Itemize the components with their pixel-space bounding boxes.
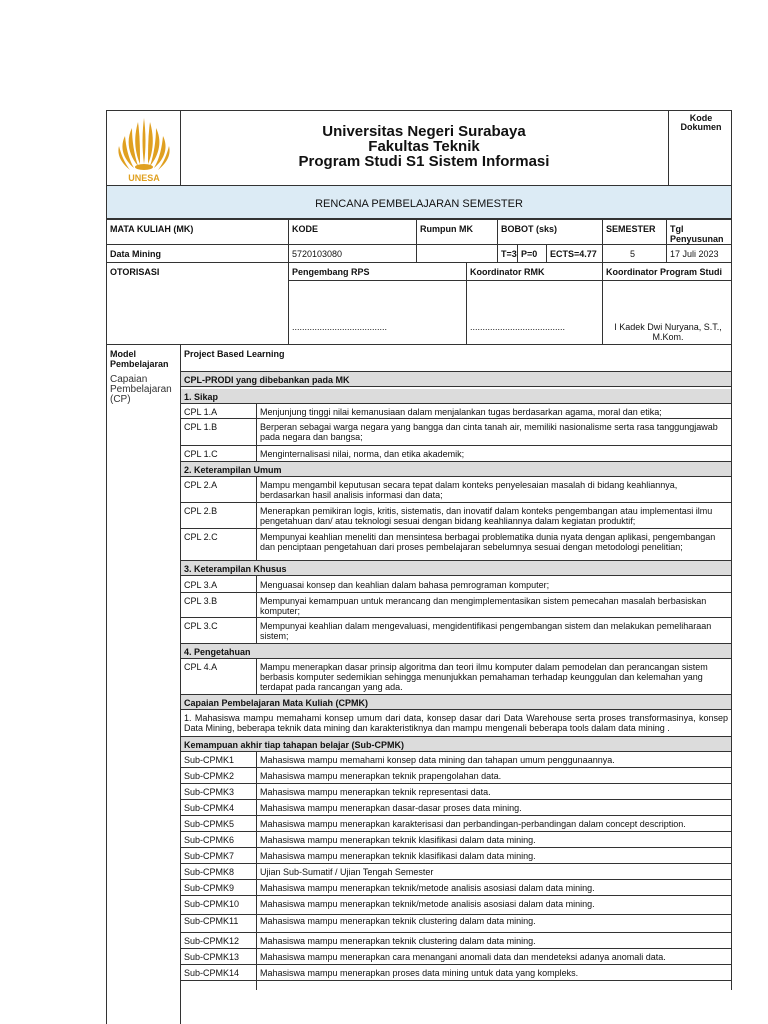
cpl-code: CPL 3.C <box>184 621 218 631</box>
sub-cpmk-code: Sub-CPMK8 <box>184 867 235 877</box>
cpl-text: Menjunjung tinggi nilai kemanusiaan dalam menjalankan tugas berdasarkan agama, moral dan etika; <box>260 407 662 417</box>
university-name: Universitas Negeri Surabaya Fakultas Teknik Program Studi S1 Sistem Informasi <box>298 123 550 170</box>
sub-cpmk-text: Mahasiswa mampu menerapkan teknik clustering dalam data mining. <box>260 936 536 946</box>
mk-label: MATA KULIAH (MK) <box>110 224 194 234</box>
sub-cpmk-code: Sub-CPMK7 <box>184 851 235 861</box>
cpl-heading: CPL-PRODI yang dibebankan pada MK <box>184 375 350 385</box>
cpl-text: Mampu menerapkan dasar prinsip algoritma dan teori ilmu komputer dalam pemodelan dan perancangan sistem berbasis komputer sedemikian sehingga menunjukkan pemahaman terhadap keunggulan dan kelemahan yang terdapat pada rancangan yang ada. <box>260 662 708 692</box>
sub-cpmk-text: Ujian Sub-Sumatif / Ujian Tengah Semester <box>260 867 434 877</box>
sub-cpmk-text: Mahasiswa mampu menerapkan teknik prapengolahan data. <box>260 771 502 781</box>
otorisasi-label: OTORISASI <box>110 267 160 277</box>
sub-cpmk-code: Sub-CPMK13 <box>184 952 240 962</box>
sub-cpmk-code: Sub-CPMK12 <box>184 936 240 946</box>
sub-cpmk-text: Mahasiswa mampu menerapkan teknik/metode analisis asosiasi dalam data mining. <box>260 883 595 893</box>
p-heading-bar <box>180 644 732 658</box>
koordinator-prodi-label: Koordinator Program Studi <box>606 267 723 277</box>
signature-rmk: ...................................... <box>470 322 566 332</box>
cpl-code: CPL 2.A <box>184 480 218 490</box>
date-value: 17 Juli 2023 <box>670 249 719 259</box>
cpmk-text: 1. Mahasiswa mampu memahami konsep umum dari data, konsep dasar dari Data Warehouse serta proses transformasinya, konsep Data Mining, beberapa teknik data mining dan karakteristiknya dan mampu mengenali beberapa tools dalam data mining . <box>184 713 728 733</box>
model-label: Model Pembelajaran <box>110 349 169 369</box>
sub-cpmk-text: Mahasiswa mampu menerapkan proses data mining untuk data yang kompleks. <box>260 968 579 978</box>
ku-heading: 2. Keterampilan Umum <box>184 465 282 475</box>
cpl-text: Menguasai konsep dan keahlian dalam bahasa pemrograman komputer; <box>260 580 550 590</box>
rps-document <box>106 110 732 1024</box>
semester-label: SEMESTER <box>606 224 656 234</box>
cp-label: Capaian Pembelajaran (CP) <box>110 374 172 405</box>
sub-cpmk-code: Sub-CPMK14 <box>184 968 240 978</box>
sub-cpmk-code: Sub-CPMK3 <box>184 787 235 797</box>
sub-cpmk-code: Sub-CPMK10 <box>184 899 240 909</box>
cpl-code: CPL 4.A <box>184 662 218 672</box>
cpl-code: CPL 3.A <box>184 580 218 590</box>
sub-cpmk-code: Sub-CPMK1 <box>184 755 235 765</box>
sks-p: P=0 <box>521 249 538 259</box>
sks-t: T=3 <box>501 249 517 259</box>
sub-cpmk-code: Sub-CPMK5 <box>184 819 235 829</box>
kk-heading: 3. Keterampilan Khusus <box>184 564 287 574</box>
doc-code-label: Kode Dokumen <box>680 113 722 132</box>
kode-label: KODE <box>292 224 319 234</box>
sub-cpmk-text: Mahasiswa mampu memahami konsep data mining dan tahapan umum penggunaannya. <box>260 755 615 765</box>
sub-cpmk-text: Mahasiswa mampu menerapkan teknik representasi data. <box>260 787 491 797</box>
cpl-text: Berperan sebagai warga negara yang bangga dan cinta tanah air, memiliki nasionalisme serta rasa tanggungjawab pada negara dan bangsa; <box>260 422 718 442</box>
sub-cpmk-code: Sub-CPMK11 <box>184 916 239 926</box>
cpl-text: Menerapkan pemikiran logis, kritis, sistematis, dan inovatif dalam konteks pengembangan atau implementasi ilmu pengetahuan dan/ atau teknologi sesuai dengan bidang keahliannya dalam kegiatan produktif; <box>260 506 713 526</box>
koordinator-rmk-label: Koordinator RMK <box>470 267 545 277</box>
svg-text:UNESA: UNESA <box>128 173 160 183</box>
cpl-code: CPL 3.B <box>184 596 218 606</box>
cpl-text: Mempunyai keahlian dalam mengevaluasi, mengidentifikasi pengembangan sistem dan melakukan pemeliharaan sistem; <box>260 621 712 641</box>
cpl-text: Mampu mengambil keputusan secara tepat dalam konteks penyelesaian masalah di bidang keahliannya, berdasarkan hasil analisis informasi dan data; <box>260 480 678 500</box>
cpl-code: CPL 1.C <box>184 449 218 459</box>
tgl-label: Tgl Penyusunan <box>670 224 724 244</box>
semester-value: 5 <box>630 249 636 259</box>
unesa-logo <box>112 114 176 184</box>
sub-cpmk-text: Mahasiswa mampu menerapkan teknik klasifikasi dalam data mining. <box>260 835 536 845</box>
cpmk-heading: Capaian Pembelajaran Mata Kuliah (CPMK) <box>184 698 369 708</box>
rumpun-label: Rumpun MK <box>420 224 473 234</box>
sub-cpmk-text: Mahasiswa mampu menerapkan cara menangani anomali data dan mendeteksi adanya anomali data. <box>260 952 666 962</box>
page-title: RENCANA PEMBELAJARAN SEMESTER <box>315 198 523 210</box>
signature-prodi: I Kadek Dwi Nuryana, S.T., M.Kom. <box>614 322 722 342</box>
sikap-heading-bar <box>180 389 732 403</box>
p-heading: 4. Pengetahuan <box>184 647 251 657</box>
signature-pengembang: ...................................... <box>292 322 388 332</box>
cpl-text: Mempunyai keahlian meneliti dan mensintesa berbagai problematika dunia nyata dengan aplikasi, pengembangan dan penciptaan pengetahuan dari proses pembelajaran sebelumnya sesuai dengan metodologi penelitian; <box>260 532 716 552</box>
sub-cpmk-text: Mahasiswa mampu menerapkan teknik/metode analisis asosiasi dalam data mining. <box>260 899 595 909</box>
sub-cpmk-heading: Kemampuan akhir tiap tahapan belajar (Sub-CPMK) <box>184 740 405 750</box>
sub-cpmk-code: Sub-CPMK9 <box>184 883 235 893</box>
sub-cpmk-text: Mahasiswa mampu menerapkan teknik klasifikasi dalam data mining. <box>260 851 536 861</box>
cpl-code: CPL 2.C <box>184 532 218 542</box>
sub-cpmk-text: Mahasiswa mampu menerapkan teknik clustering dalam data mining. <box>260 916 536 926</box>
unesa-emblem-icon <box>112 114 176 184</box>
cpl-text: Menginternalisasi nilai, norma, dan etika akademik; <box>260 449 465 459</box>
cpl-code: CPL 1.A <box>184 407 218 417</box>
sub-cpmk-code: Sub-CPMK6 <box>184 835 235 845</box>
cpl-code: CPL 2.B <box>184 506 218 516</box>
sub-cpmk-code: Sub-CPMK2 <box>184 771 235 781</box>
model-value: Project Based Learning <box>184 349 285 359</box>
cpl-text: Mempunyai kemampuan untuk merancang dan mengimplementasikan sistem pemecahan masalah berbasiskan komputer; <box>260 596 707 616</box>
cpl-code: CPL 1.B <box>184 422 218 432</box>
pengembang-label: Pengembang RPS <box>292 267 370 277</box>
sub-cpmk-text: Mahasiswa mampu menerapkan dasar-dasar proses data mining. <box>260 803 522 813</box>
course-code: 5720103080 <box>292 249 343 259</box>
ects: ECTS=4.77 <box>550 249 597 259</box>
bobot-label: BOBOT (sks) <box>501 224 558 234</box>
sub-cpmk-text: Mahasiswa mampu menerapkan karakterisasi dan perbandingan-perbandingan dalam concept description. <box>260 819 686 829</box>
sub-cpmk-code: Sub-CPMK4 <box>184 803 235 813</box>
course-name: Data Mining <box>110 249 161 259</box>
sikap-heading: 1. Sikap <box>184 392 219 402</box>
